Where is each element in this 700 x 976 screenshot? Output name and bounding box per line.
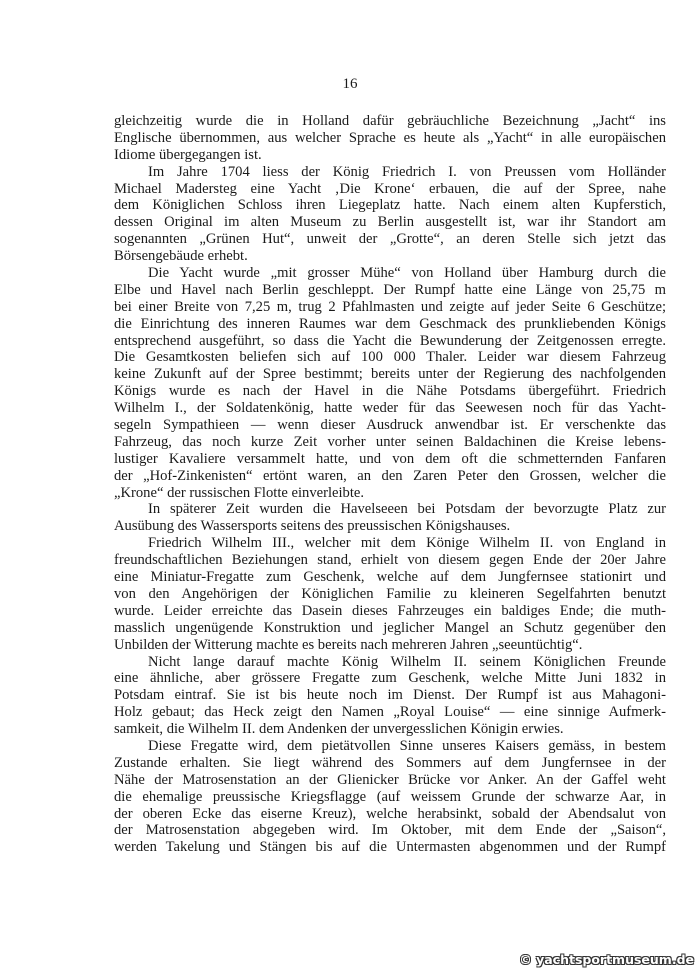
text-line: Nähe der Matrosenstation an der Glienicker Brücke vor Anker. An der Gaffel weht (114, 771, 666, 788)
text-line: Wilhelm I., der Soldatenkönig, hatte weder für das Seewesen noch für das Yacht- (114, 400, 666, 417)
body-text (114, 113, 666, 856)
page-number: 16 (342, 76, 358, 92)
paragraph (114, 654, 666, 738)
text-line: Idiome übergegangen ist. (114, 146, 262, 163)
text-line: der oberen Ecke das eiserne Kreuz), welche herabsinkt, sobald der Abendsalut von (114, 805, 666, 822)
text-line: Potsdam eintraf. Sie ist bis heute noch im Dienst. Der Rumpf ist aus Mahagoni- (114, 687, 666, 704)
text-line: bei einer Breite von 7,25 m, trug 2 Pfahlmasten und zeigte auf jeder Seite 6 Geschütze; (114, 298, 666, 315)
text-line: Zustande erhalten. Sie liegt während des Sommers auf dem Jungfernsee in der (114, 754, 666, 771)
text-line: eine Miniatur-Fregatte zum Geschenk, welche auf dem Jungfernsee stationirt und (114, 569, 666, 586)
text-line: „Krone“ der russischen Flotte einverleibte. (114, 484, 365, 501)
text-line: Fahrzeug, das noch kurze Zeit vorher unter seinen Baldachinen die Kreise lebens- (114, 433, 666, 450)
text-line: Elbe und Havel nach Berlin geschleppt. Der Rumpf hatte eine Länge von 25,75 m (114, 281, 666, 298)
text-line: segeln Sympathieen — wenn dieser Ausdruck anwendbar ist. Er verschenkte das (114, 417, 666, 434)
text-line: Friedrich Wilhelm III., welcher mit dem Könige Wilhelm II. von England in (148, 535, 666, 552)
paragraph (114, 113, 666, 164)
text-line: Königs wurde es nach der Havel in die Nähe Potsdams übergeführt. Friedrich (114, 383, 666, 400)
watermark: © yachtsportmuseum.de (519, 952, 694, 967)
text-line: Englische übernommen, aus welcher Sprache es heute als „Yacht“ in alle europäischen (114, 129, 666, 146)
text-line: dem Königlichen Schloss ihren Liegeplatz hatte. Nach einem alten Kupferstich, (114, 197, 666, 214)
text-line: keine Zukunft auf der Spree bestimmt; bereits unter der Regierung des nachfolgenden (114, 366, 666, 383)
text-line: wurde. Leider erreichte das Dasein dieses Fahrzeuges ein baldiges Ende; die muth- (114, 602, 666, 619)
paragraph (114, 501, 666, 535)
text-line: Im Jahre 1704 liess der König Friedrich I. von Preussen vom Holländer (148, 163, 666, 180)
text-line: masslich ungenügende Konstruktion und jeglicher Mangel an Schutz gegenüber den (114, 619, 666, 636)
text-line: Diese Fregatte wird, dem pietätvollen Sinne unseres Kaisers gemäss, in bestem (148, 737, 666, 754)
text-line: die Einrichtung des inneren Raumes war dem Geschmack des prunkliebenden Königs (114, 315, 666, 332)
text-line: lustiger Kavaliere versammelt hatte, und von dem oft die schmetternden Fanfaren (114, 450, 666, 467)
text-line: dessen Original im alten Museum zu Berlin ausgestellt ist, war ihr Standort am (114, 214, 666, 231)
text-line: werden Takelung und Stängen bis auf die Untermasten abgenommen und der Rumpf (114, 839, 666, 856)
text-line: Michael Madersteg eine Yacht ‚Die Krone‘ erbauen, die auf der Spree, nahe (114, 180, 666, 197)
text-line: der Matrosenstation abgegeben wird. Im Oktober, mit dem Ende der „Saison“, (114, 822, 666, 839)
paragraph (114, 738, 666, 856)
text-line: Die Yacht wurde „mit grosser Mühe“ von Holland über Hamburg durch die (148, 265, 666, 282)
text-line: freundschaftlichen Beziehungen stand, erhielt von diesem gegen Ende der 20er Jahre (114, 552, 666, 569)
text-line: Holz gebaut; das Heck zeigt den Namen „Royal Louise“ — eine sinnige Aufmerk- (114, 704, 666, 721)
text-line: gleichzeitig wurde die in Holland dafür gebräuchliche Bezeichnung „Jacht“ ins (114, 113, 666, 129)
text-line: Die Gesamtkosten beliefen sich auf 100 000 Thaler. Leider war diesem Fahrzeug (114, 349, 666, 366)
text-line: sogenannten „Grünen Hut“, unweit der „Grotte“, an deren Stelle sich jetzt das (114, 231, 666, 248)
paragraph (114, 265, 666, 501)
text-line: eine ähnliche, aber grössere Fregatte zum Geschenk, welche Mitte Juni 1832 in (114, 670, 666, 687)
text-line: samkeit, die Wilhelm II. dem Andenken der unvergesslichen Königin erwies. (114, 721, 564, 738)
text-line: Unbilden der Witterung machte es bereits nach mehreren Jahren „seeuntüchtig“. (114, 636, 583, 653)
text-line: Börsengebäude erhebt. (114, 248, 248, 265)
text-line: Ausübung des Wassersports seitens des preussischen Königshauses. (114, 518, 511, 535)
text-line: Nicht lange darauf machte König Wilhelm II. seinem Königlichen Freunde (148, 653, 666, 670)
text-line: entsprechend ausgeführt, so dass die Yacht die Bewunderung der Zeitgenossen erregte. (114, 332, 666, 349)
text-line: In späterer Zeit wurden die Havelseeen bei Potsdam der bevorzugte Platz zur (148, 501, 666, 518)
text-line: der „Hof-Zinkenisten“ ertönt waren, an den Zaren Peter den Grossen, welcher die (114, 467, 666, 484)
text-line: von den Angehörigen der Königlichen Familie zu kleineren Segelfahrten benutzt (114, 585, 666, 602)
text-line: die ehemalige preussische Kriegsflagge (auf weissem Grunde der schwarze Aar, in (114, 788, 666, 805)
paragraph (114, 164, 666, 265)
paragraph (114, 535, 666, 653)
